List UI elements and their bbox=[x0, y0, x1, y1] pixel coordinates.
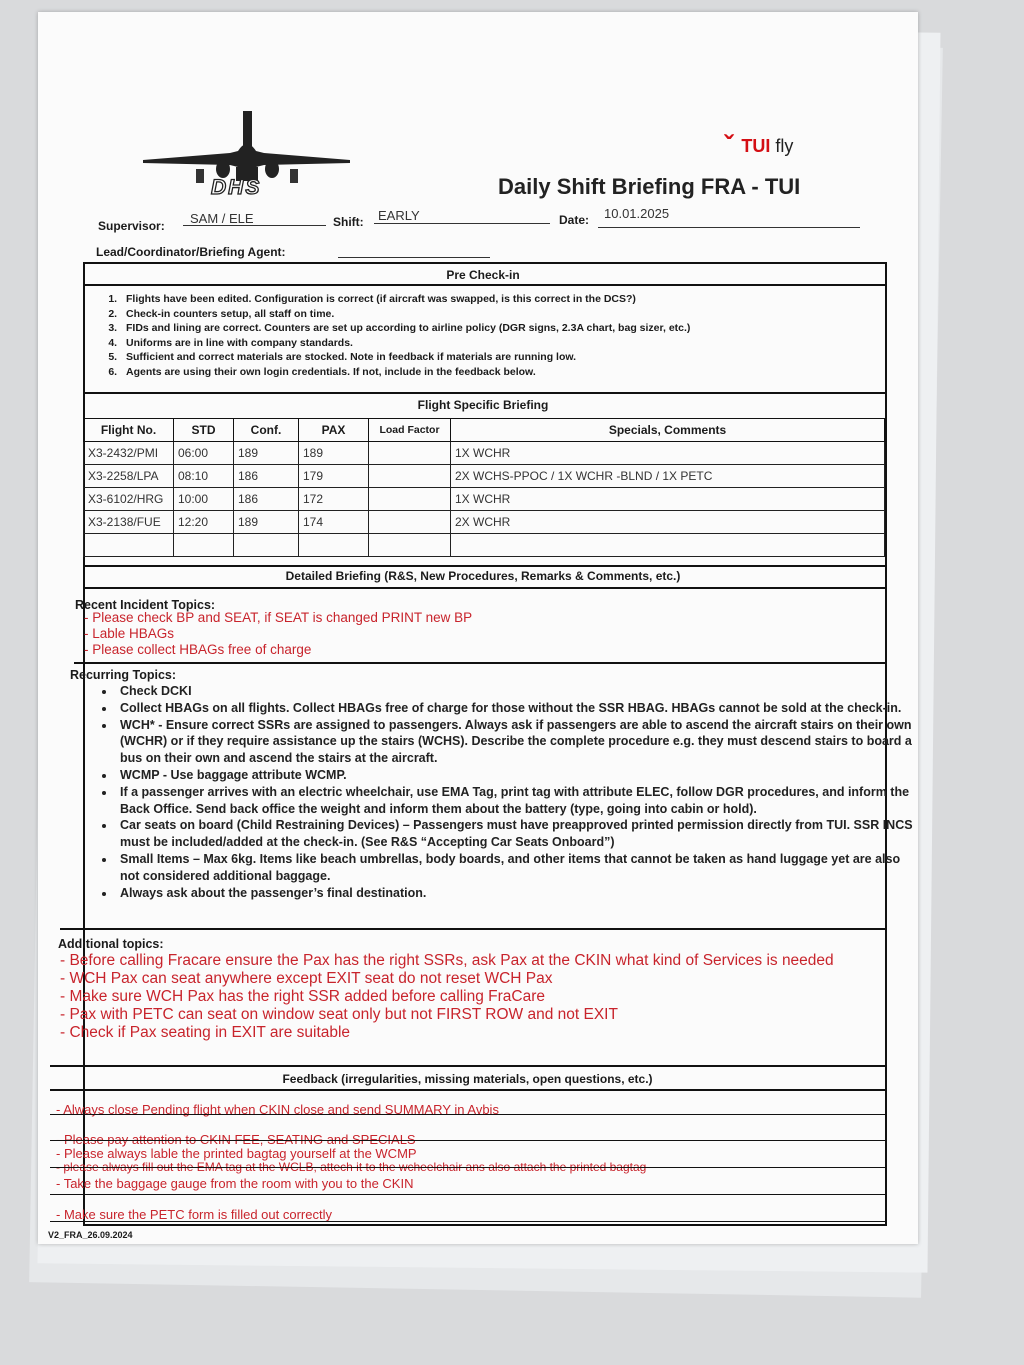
table-cell: 1X WCHR bbox=[451, 442, 885, 465]
table-row bbox=[84, 465, 885, 488]
table-cell bbox=[451, 534, 885, 557]
feedback-item: - Take the baggage gauge from the room with you to the CKIN bbox=[56, 1176, 414, 1191]
table-cell: 189 bbox=[234, 511, 299, 534]
table-cell: 2X WCHS-PPOC / 1X WCHR -BLND / 1X PETC bbox=[451, 465, 885, 488]
divider bbox=[50, 1089, 885, 1091]
divider bbox=[50, 1140, 885, 1141]
airplane-logo-icon bbox=[138, 107, 353, 187]
additional-topic-item: - Pax with PETC can seat on window seat only but not FIRST ROW and not EXIT bbox=[60, 1006, 618, 1023]
table-cell bbox=[369, 511, 451, 534]
divider bbox=[50, 1065, 885, 1067]
table-row bbox=[84, 442, 885, 465]
table-row bbox=[84, 488, 885, 511]
table-cell: 10:00 bbox=[174, 488, 234, 511]
shift-value: EARLY bbox=[378, 208, 420, 223]
additional-topic-item: - Make sure WCH Pax has the right SSR added before calling FraCare bbox=[60, 988, 546, 1005]
divider bbox=[85, 284, 885, 286]
column-header: Specials, Comments bbox=[451, 419, 885, 442]
list-item: 2. Check-in counters setup, all staff on time. bbox=[120, 307, 900, 322]
feedback-item: - Please pay attention to CKIN FEE, SEATING and SPECIALS bbox=[56, 1132, 416, 1147]
brand-logo bbox=[724, 130, 793, 162]
list-item: • Always ask about the passenger’s final destination. bbox=[116, 885, 916, 902]
additional-topics-label: Additional topics: bbox=[58, 937, 164, 951]
divider bbox=[74, 662, 885, 664]
table-cell: 189 bbox=[299, 442, 369, 465]
table-cell: X3-2138/FUE bbox=[84, 511, 174, 534]
divider bbox=[60, 928, 885, 930]
lead-label: Lead/Coordinator/Briefing Agent: bbox=[96, 245, 286, 259]
divider bbox=[50, 1194, 885, 1195]
table-cell: 1X WCHR bbox=[451, 488, 885, 511]
column-header: STD bbox=[174, 419, 234, 442]
tui-smile-logo-icon: ˇ bbox=[724, 130, 734, 161]
supervisor-value: SAM / ELE bbox=[190, 211, 254, 226]
column-header: Flight No. bbox=[84, 419, 174, 442]
list-item: • Check DCKI bbox=[116, 683, 916, 700]
table-row bbox=[84, 534, 885, 557]
detailed-briefing-heading: Detailed Briefing (R&S, New Procedures, Remarks & Comments, etc.) bbox=[285, 569, 681, 583]
table-cell: 08:10 bbox=[174, 465, 234, 488]
table-cell: 2X WCHR bbox=[451, 511, 885, 534]
list-item: • WCMP - Use baggage attribute WCMP. bbox=[116, 767, 916, 784]
divider bbox=[85, 565, 885, 567]
company-logo-text: DHS bbox=[211, 176, 262, 199]
list-item: • If a passenger arrives with an electric wheelchair, use EMA Tag, print tag with attribute ELEC, follow DGR procedures, and inform the Back Office. Send back office the weight and inform them about the battery (type, going into cabin or hold). bbox=[116, 784, 916, 818]
list-item: 3. FIDs and lining are correct. Counters are set up according to airline policy (DGR signs, 2.3A chart, bag sizer, etc.) bbox=[120, 321, 900, 336]
table-cell: 174 bbox=[299, 511, 369, 534]
table-cell bbox=[369, 465, 451, 488]
feedback-heading: Feedback (irregularities, missing materials, open questions, etc.) bbox=[282, 1072, 653, 1086]
recurring-topics-label: Recurring Topics: bbox=[70, 668, 177, 682]
recent-topic-item: - Lable HBAGs bbox=[84, 626, 175, 641]
recurring-topics-list bbox=[96, 683, 916, 901]
table-cell: 06:00 bbox=[174, 442, 234, 465]
column-header: Load Factor bbox=[369, 419, 451, 442]
table-cell: 12:20 bbox=[174, 511, 234, 534]
date-value: 10.01.2025 bbox=[604, 206, 670, 221]
list-item: 1. Flights have been edited. Configuration is correct (if aircraft was swapped, is this correct in the DCS?) bbox=[120, 292, 900, 307]
recent-topics-label: Recent Incident Topics: bbox=[75, 598, 216, 612]
feedback-item: - Please always lable the printed bagtag yourself at the WCMP bbox=[56, 1146, 417, 1161]
table-cell bbox=[84, 534, 174, 557]
table-cell bbox=[234, 534, 299, 557]
divider bbox=[50, 1167, 885, 1168]
flight-briefing-heading: Flight Specific Briefing bbox=[417, 398, 549, 412]
version-label: V2_FRA_26.09.2024 bbox=[48, 1230, 133, 1240]
table-header-row bbox=[84, 419, 885, 442]
date-label: Date: bbox=[559, 213, 590, 227]
table-cell: X3-6102/HRG bbox=[84, 488, 174, 511]
table-cell: 172 bbox=[299, 488, 369, 511]
briefing-sheet bbox=[38, 12, 918, 1244]
flight-table bbox=[83, 418, 885, 557]
table-cell: 189 bbox=[234, 442, 299, 465]
list-item: • Collect HBAGs on all flights. Collect HBAGs free of charge for those without the SSR HBAG. HBAGs cannot be sold at the check-in. bbox=[116, 700, 916, 717]
supervisor-label: Supervisor: bbox=[98, 219, 165, 233]
page-title: Daily Shift Briefing FRA - TUI bbox=[498, 174, 801, 199]
lead-line bbox=[338, 241, 490, 258]
brand-name: TUI bbox=[741, 135, 771, 156]
table-row bbox=[84, 511, 885, 534]
list-item: 6. Agents are using their own login credentials. If not, include in the feedback below. bbox=[120, 365, 900, 380]
divider bbox=[85, 392, 885, 394]
divider bbox=[85, 587, 885, 589]
table-cell bbox=[299, 534, 369, 557]
brand-suffix: fly bbox=[775, 135, 794, 156]
list-item: • Small Items – Max 6kg. Items like beach umbrellas, body boards, and other items that cannot be taken as hand luggage yet are also not considered additional baggage. bbox=[116, 851, 916, 885]
list-item: 4. Uniforms are in line with company standards. bbox=[120, 336, 900, 351]
divider bbox=[50, 1221, 885, 1222]
pre-checkin-list bbox=[98, 292, 900, 379]
table-cell: X3-2432/PMI bbox=[84, 442, 174, 465]
table-cell: 186 bbox=[234, 488, 299, 511]
divider bbox=[50, 1114, 885, 1115]
feedback-item: - please always fill out the EMA tag at the WCLB, attech it to the wcheelchair ans also attach the printed bagtag bbox=[56, 1160, 647, 1174]
list-item: • WCH* - Ensure correct SSRs are assigned to passengers. Always ask if passengers are able to ascend the aircraft stairs on their own (WCHR) or if they require assistance up the stairs (WCHS). Describe the complete procedure e.g. they must descend stairs to board a bus on their own and ascend the stairs at the aircraft. bbox=[116, 717, 916, 767]
table-cell: 179 bbox=[299, 465, 369, 488]
table-cell bbox=[174, 534, 234, 557]
recent-topic-item: - Please collect HBAGs free of charge bbox=[84, 642, 312, 657]
feedback-item: - Make sure the PETC form is filled out correctly bbox=[56, 1207, 332, 1222]
recent-topic-item: - Please check BP and SEAT, if SEAT is changed PRINT new BP bbox=[84, 610, 473, 625]
additional-topic-item: - Before calling Fracare ensure the Pax has the right SSRs, ask Pax at the CKIN what kind of Services is needed bbox=[60, 952, 834, 969]
column-header: PAX bbox=[299, 419, 369, 442]
column-header: Conf. bbox=[234, 419, 299, 442]
list-item: 5. Sufficient and correct materials are stocked. Note in feedback if materials are running low. bbox=[120, 350, 900, 365]
pre-checkin-heading: Pre Check-in bbox=[446, 268, 520, 282]
table-cell: X3-2258/LPA bbox=[84, 465, 174, 488]
additional-topic-item: - Check if Pax seating in EXIT are suitable bbox=[60, 1024, 351, 1041]
list-item: • Car seats on board (Child Restraining Devices) – Passengers must have preapproved printed permission directly from TUI. SSR INCS must be included/added at the check-in. (See R&S “Accepting Car Seats Onboard”) bbox=[116, 817, 916, 851]
additional-topic-item: - WCH Pax can seat anywhere except EXIT seat do not reset WCH Pax bbox=[60, 970, 553, 987]
table-cell bbox=[369, 488, 451, 511]
table-cell bbox=[369, 442, 451, 465]
shift-label: Shift: bbox=[333, 215, 364, 229]
table-cell bbox=[369, 534, 451, 557]
table-cell: 186 bbox=[234, 465, 299, 488]
feedback-item: - Always close Pending flight when CKIN close and send SUMMARY in Avbis bbox=[56, 1102, 499, 1117]
